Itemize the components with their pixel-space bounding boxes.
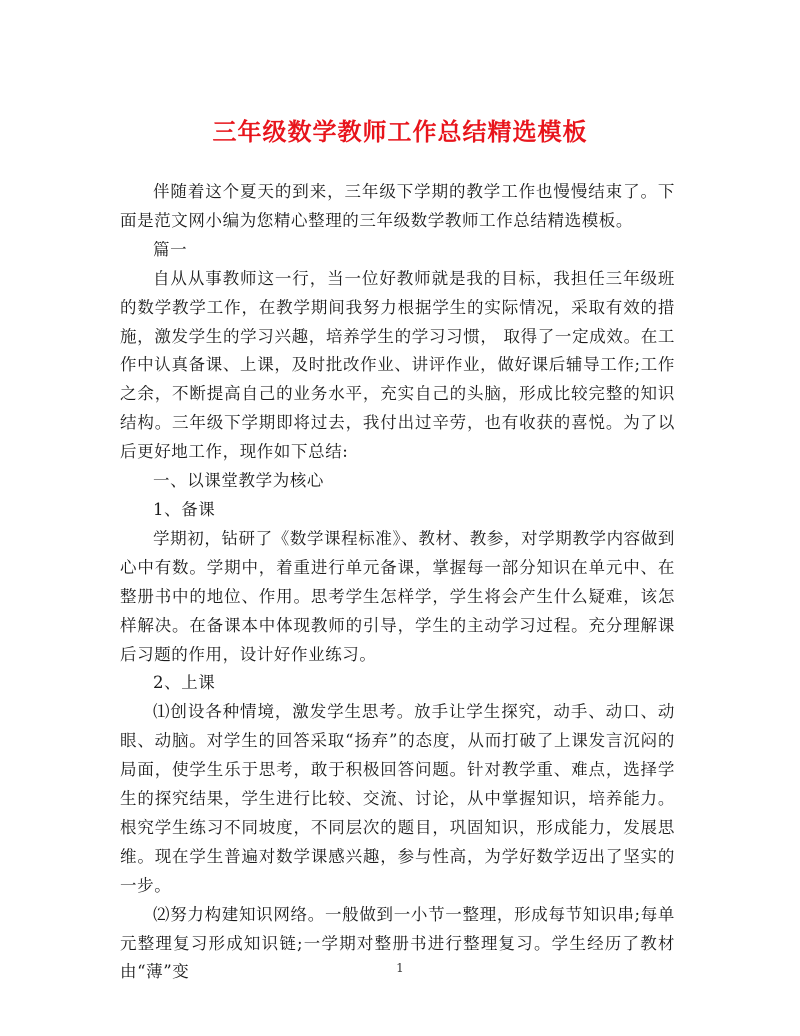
page-number: 1: [396, 961, 404, 975]
body-paragraph: ⑵努力构建知识网络。一般做到一小节一整理，形成每节知识串;每单元整理复习形成知识链;一学期对整册书进行整理复习。学生经历了教材由“薄”变: [120, 904, 675, 982]
section-heading-classroom-teaching: 一、以课堂教学为核心: [153, 471, 324, 491]
document-body: [120, 178, 675, 987]
subheading-lesson-prep: 1、备课: [153, 499, 216, 519]
document-title: 三年级数学教师工作总结精选模板: [212, 117, 588, 146]
subheading-class-teaching: 2、上课: [153, 673, 216, 693]
body-paragraph: ⑴创设各种情境，激发学生思考。放手让学生探究，动手、动口、动眼、动脑。对学生的回答采取“扬弃”的态度，从而打破了上课发言沉闷的局面，使学生乐于思考，敢于积极回答问题。针对教学重、难点，选择学生的探究结果，学生进行比较、交流、讨论，从中掌握知识，培养能力。根究学生练习不同坡度，不同层次的题目，巩固知识，形成能力，发展思维。现在学生普遍对数学课感兴趣，参与性高，为学好数学迈出了坚实的一步。: [120, 702, 675, 895]
section-label-part-one: 篇一: [153, 239, 188, 259]
body-paragraph: 自从从事教师这一行，当一位好教师就是我的目标，我担任三年级班的数学教学工作，在教学期间我努力根据学生的实际情况，采取有效的措施，激发学生的学习兴趣，培养学生的学习习惯， 取得了一定成效。在工作中认真备课、上课，及时批改作业、讲评作业，做好课后辅导工作;工作之余，不断提高自己的业务水平，充实自己的头脑，形成比较完整的知识结构。三年级下学期即将过去，我付出过辛劳，也有收获的喜悦。为了以后更好地工作，现作如下总结:: [120, 268, 675, 462]
body-paragraph: 学期初，钻研了《数学课程标准》、教材、教参，对学期教学内容做到心中有数。学期中，着重进行单元备课，掌握每一部分知识在单元中、在整册书中的地位、作用。思考学生怎样学，学生将会产生什么疑难，该怎样解决。在备课本中体现教师的引导，学生的主动学习过程。充分理解课后习题的作用，设计好作业练习。: [120, 528, 675, 664]
intro-paragraph: 伴随着这个夏天的到来，三年级下学期的教学工作也慢慢结束了。下面是范文网小编为您精心整理的三年级数学教师工作总结精选模板。: [120, 182, 675, 230]
